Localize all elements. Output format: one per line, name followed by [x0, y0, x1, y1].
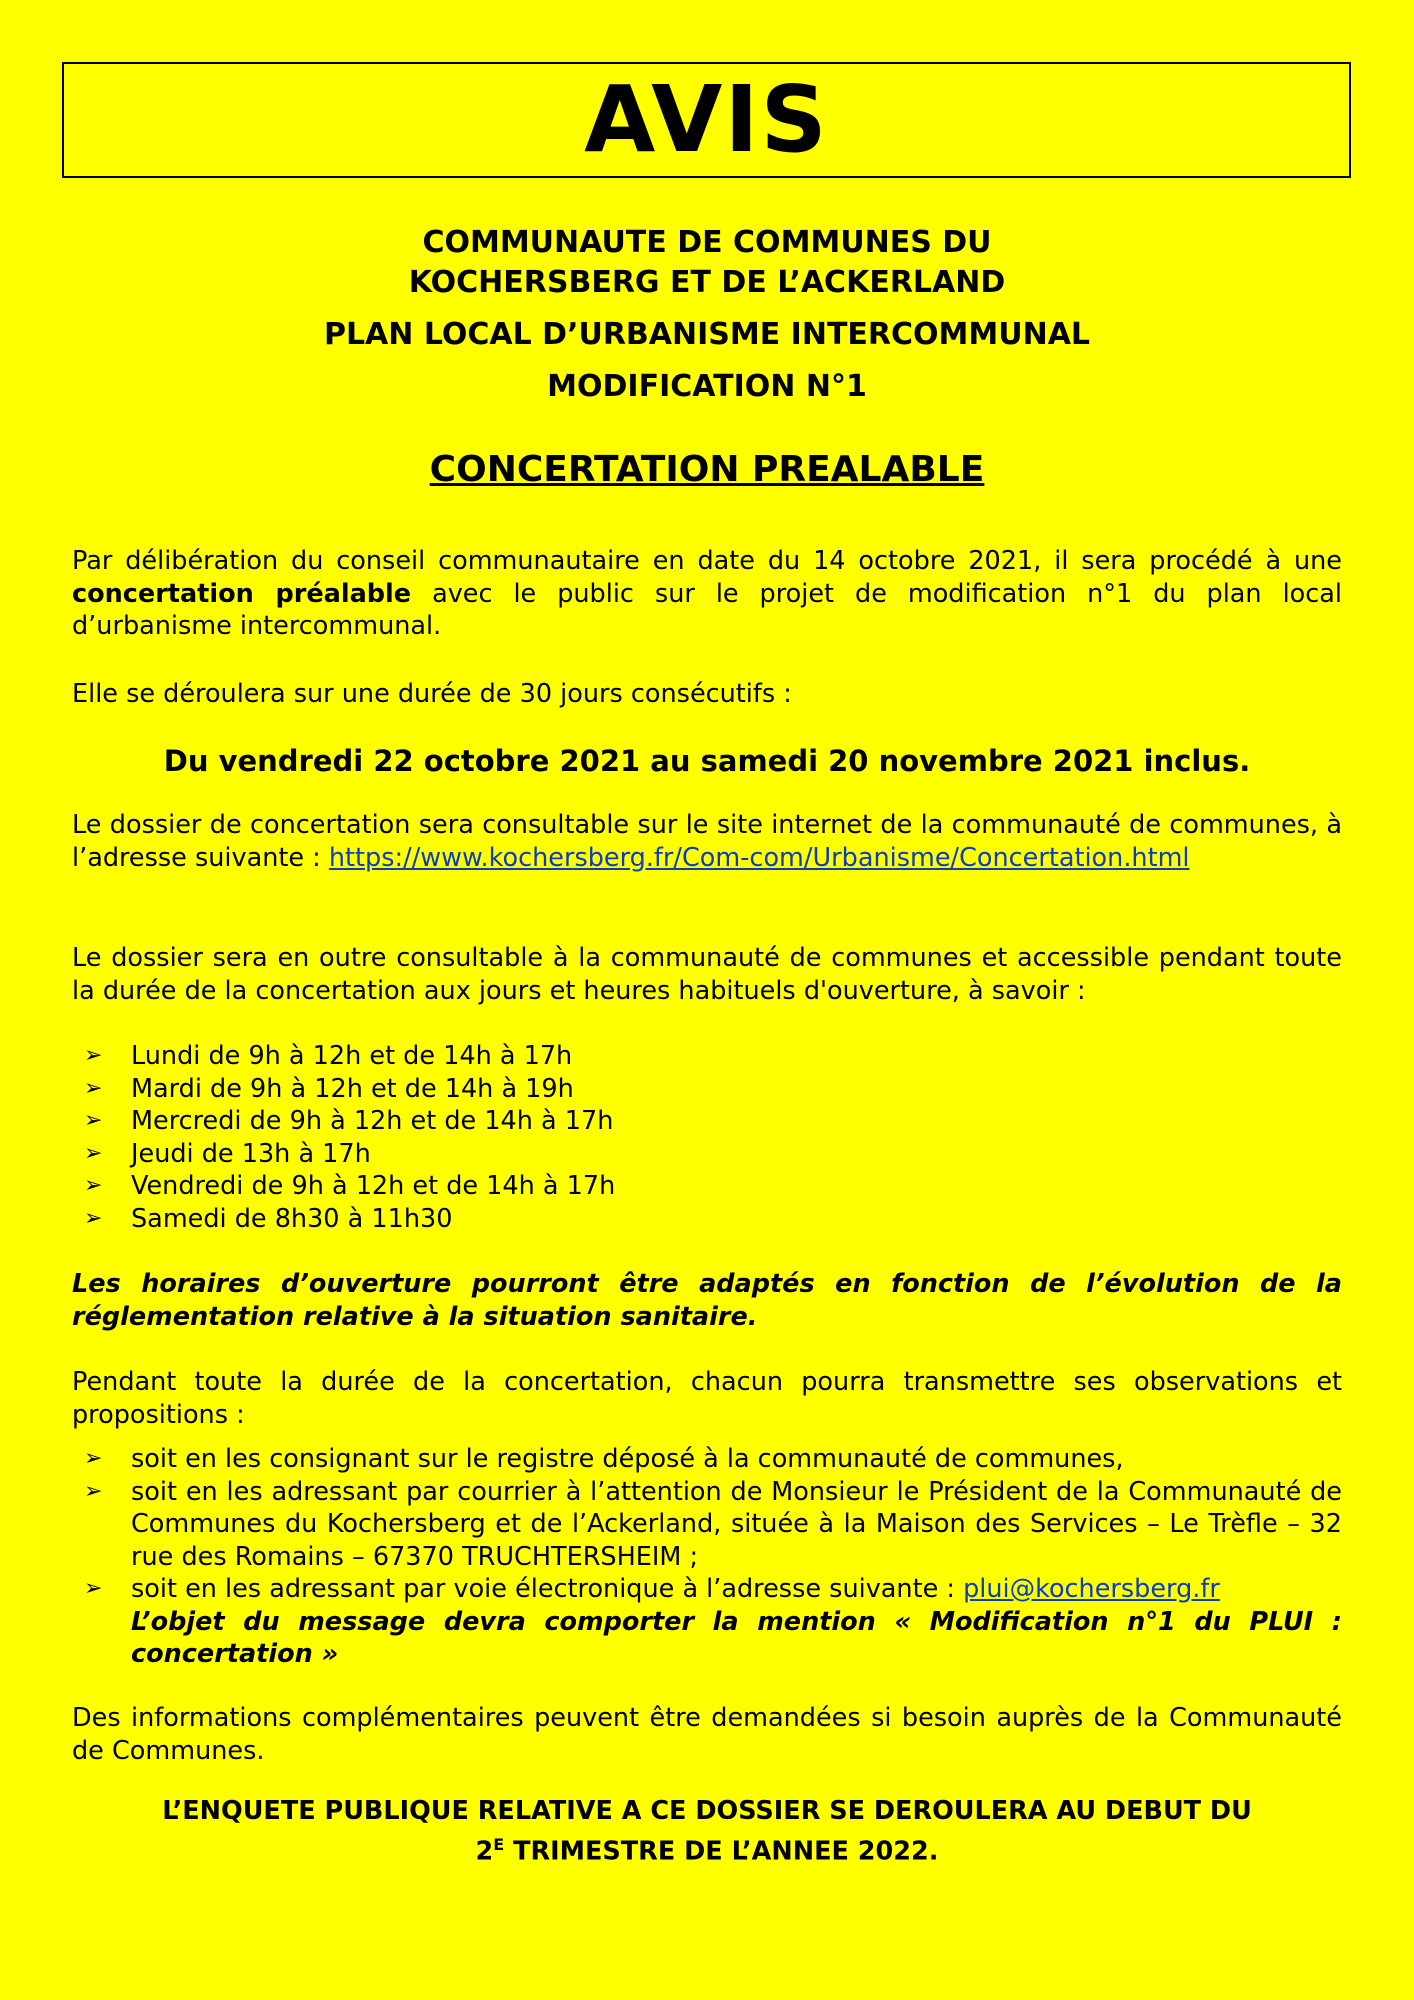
arrow-bullet-icon: ➢: [84, 1075, 103, 1101]
arrow-bullet-icon: ➢: [84, 1108, 103, 1133]
arrow-bullet-icon: ➢: [84, 1205, 103, 1231]
arrow-bullet-icon: ➢: [84, 1140, 103, 1166]
heading-line-3: PLAN LOCAL D’URBANISME INTERCOMMUNAL: [323, 317, 1091, 352]
arrow-bullet-icon: ➢: [84, 1043, 103, 1068]
heading-line-2: KOCHERSBERG ET DE L’ACKERLAND: [408, 265, 1006, 300]
list-item: [72, 1443, 1342, 1476]
list-item: [72, 1040, 1342, 1073]
arrow-bullet-icon: ➢: [84, 1478, 103, 1504]
sanitary-note: Les horaires d’ouverture pourront être adaptés en fonction de l’évolution de la réglementation relative à la situation sanitaire.: [72, 1269, 1342, 1332]
info-paragraph: Des informations complémentaires peuvent être demandées si besoin auprès de la Communauté de Communes.: [72, 1703, 1342, 1766]
website-link[interactable]: https://www.kochersberg.fr/Com-com/Urbanisme/Concertation.html: [328, 842, 1190, 873]
website-paragraph: [72, 809, 1342, 874]
intro-text-1: Par délibération du conseil communautaire en date du 14 octobre 2021, il sera procédé à une: [72, 546, 1342, 576]
footer-ordinal-suffix: E: [493, 1835, 505, 1854]
availability-paragraph: Le dossier sera en outre consultable à la communauté de communes et accessible pendant toute la durée de la concertation aux jours et heures habituels d'ouverture, à savoir :: [72, 943, 1342, 1006]
list-item: [72, 1573, 1342, 1671]
arrow-bullet-icon: ➢: [84, 1446, 103, 1471]
intro-paragraph: [72, 545, 1342, 643]
observation-text: soit en les adressant par voie électronique à l’adresse suivante :: [131, 1574, 964, 1604]
footer-line-2: [70, 1828, 1344, 1869]
hours-list: [72, 1040, 1342, 1235]
list-item: [72, 1073, 1342, 1106]
intro-text-2: avec le public sur le projet de modification n°1 du plan local d’urbanisme intercommunal.: [72, 578, 1342, 641]
hours-text: Jeudi de 13h à 17h: [131, 1138, 371, 1169]
list-item: [72, 1170, 1342, 1203]
intro-bold-text: concertation préalable: [72, 578, 412, 609]
hours-text: Lundi de 9h à 12h et de 14h à 17h: [131, 1041, 573, 1071]
title-box: [62, 62, 1351, 178]
heading-line-1: COMMUNAUTE DE COMMUNES DU: [422, 225, 992, 260]
duration-paragraph: Elle se déroulera sur une durée de 30 jours consécutifs :: [72, 679, 792, 709]
footer-ordinal: 2: [475, 1836, 494, 1867]
footer-line-2-text: TRIMESTRE DE L’ANNEE 2022.: [504, 1836, 939, 1867]
hours-text: Mardi de 9h à 12h et de 14h à 19h: [131, 1073, 574, 1104]
footer-line-1: L’ENQUETE PUBLIQUE RELATIVE A CE DOSSIER SE DEROULERA AU DEBUT DU: [162, 1796, 1252, 1826]
email-link[interactable]: plui@kochersberg.fr: [963, 1574, 1220, 1604]
hours-text: Samedi de 8h30 à 11h30: [131, 1203, 453, 1234]
list-item: [72, 1476, 1342, 1574]
arrow-bullet-icon: ➢: [84, 1576, 103, 1601]
list-item: [72, 1105, 1342, 1138]
observation-text: soit en les adressant par courrier à l’attention de Monsieur le Président de la Communauté de Communes du Kochersberg et de l’Ackerland, située à la Maison des Services – Le Trèfle – 32 rue des Romains – 67370 TRUCHTERSHEIM ;: [131, 1476, 1342, 1572]
heading-line-4: MODIFICATION N°1: [547, 369, 867, 404]
list-item: [72, 1138, 1342, 1171]
hours-text: Vendredi de 9h à 12h et de 14h à 17h: [131, 1171, 616, 1201]
observations-list: [72, 1443, 1342, 1671]
page-title: AVIS: [584, 66, 829, 173]
arrow-bullet-icon: ➢: [84, 1173, 103, 1198]
website-text: Le dossier de concertation sera consultable sur le site internet de la communauté de communes, à l’adresse suivante :: [72, 810, 1342, 873]
hours-text: Mercredi de 9h à 12h et de 14h à 17h: [131, 1106, 614, 1136]
dates-line: Du vendredi 22 octobre 2021 au samedi 20 novembre 2021 inclus.: [163, 744, 1251, 778]
email-subject-note: L’objet du message devra comporter la mention « Modification n°1 du PLUI : concertation »: [131, 1606, 1342, 1669]
observation-text: soit en les consignant sur le registre déposé à la communauté de communes,: [131, 1444, 1124, 1474]
observations-intro: Pendant toute la durée de la concertation, chacun pourra transmettre ses observations et propositions :: [72, 1367, 1342, 1430]
footer-notice: [70, 1795, 1344, 1869]
list-item: [72, 1203, 1342, 1236]
section-title: CONCERTATION PREALABLE: [429, 449, 985, 490]
